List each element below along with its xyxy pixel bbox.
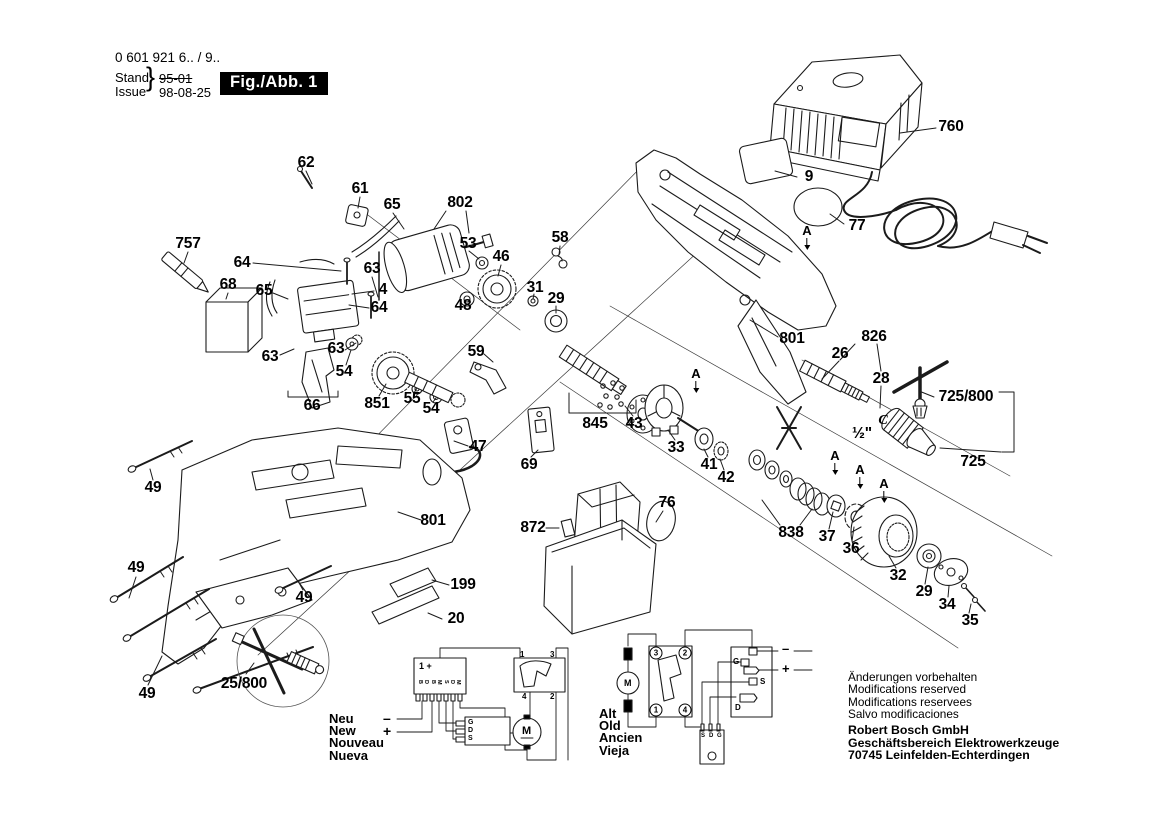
- part-callout-29: 29: [915, 583, 933, 600]
- part-callout-54: 54: [335, 363, 353, 380]
- part-callout-725800: 725/800: [938, 388, 994, 405]
- part-callout-36: 36: [842, 540, 860, 557]
- view-marker-A: A: [879, 477, 888, 503]
- part-callout-826: 826: [861, 328, 887, 345]
- wiring-new-block-top: 1 +: [419, 661, 432, 671]
- old-switch-terminal-2: 2: [679, 647, 692, 660]
- old-terminal-d: D: [735, 703, 741, 712]
- package-pin-g: G: [717, 733, 722, 739]
- legend-old-line: Old: [599, 718, 621, 734]
- part-callout-760: 760: [938, 118, 964, 135]
- notice-line: Modifications reservees: [848, 694, 972, 709]
- issue-value: 98-08-25: [159, 85, 212, 100]
- part-callout-872: 872: [520, 519, 546, 536]
- old-plus: +: [782, 661, 790, 676]
- part-callout-32: 32: [889, 567, 907, 584]
- company-line: Geschäftsbereich Elektrowerkzeuge: [848, 735, 1060, 750]
- wiring-new-motor-label: M: [522, 725, 532, 737]
- pin-letter: B: [429, 680, 436, 684]
- legend-old-line: Alt: [599, 706, 617, 721]
- pin-letter: M: [455, 680, 462, 685]
- part-callout-41: 41: [700, 456, 718, 473]
- stickers-drawing: [372, 568, 439, 624]
- part-callout-49: 49: [295, 589, 313, 606]
- notice-line: Änderungen vorbehalten: [848, 670, 978, 684]
- legend-old-line: Ancien: [599, 730, 643, 746]
- part-callout-43: 43: [625, 415, 643, 432]
- old-switch-terminal-3: 3: [650, 647, 663, 660]
- company-line: 70745 Leinfelden-Echterdingen: [848, 748, 1030, 762]
- part-callout-63: 63: [327, 340, 345, 357]
- sticker-9-drawing: [739, 137, 794, 184]
- old-switch-terminal-1: 1: [650, 704, 663, 717]
- legend-new-line: Nouveau: [329, 735, 384, 751]
- switch-terminal-4: 4: [522, 692, 527, 701]
- part-callout-69: 69: [520, 456, 538, 473]
- view-marker-A: A: [830, 449, 839, 475]
- company-line: Robert Bosch GmbH: [848, 723, 969, 737]
- motor-drawing: [379, 215, 498, 295]
- view-marker-A: A: [691, 367, 700, 393]
- part-callout-64: 64: [370, 299, 388, 316]
- fet-pin-g: G: [468, 719, 474, 726]
- part-callout-25800: 25/800: [220, 675, 268, 692]
- part-callout-801: 801: [420, 512, 446, 529]
- legend-new-minus: –: [383, 710, 391, 726]
- part-callout-61: 61: [351, 180, 369, 197]
- part-callout-59: 59: [467, 343, 485, 360]
- legend-new-line: Neu: [329, 711, 354, 726]
- view-marker-A: A: [802, 224, 811, 250]
- part-callout-35: 35: [961, 612, 979, 629]
- wiring-new-block-pins: [418, 679, 460, 685]
- pin-letter: B: [417, 680, 423, 684]
- notice-line: Modifications reserved: [848, 682, 967, 697]
- part-callout-68: 68: [219, 276, 237, 293]
- part-callout-62: 62: [297, 154, 315, 171]
- part-callout-42: 42: [717, 469, 735, 486]
- part-callout-76: 76: [658, 494, 676, 511]
- part-callout-26: 26: [831, 345, 849, 362]
- part-callout-64: 64: [233, 254, 251, 271]
- part-callout-49: 49: [138, 685, 156, 702]
- part-callout-4: 4: [378, 281, 388, 298]
- fet-pin-s: S: [468, 735, 473, 742]
- part-callout-77: 77: [848, 217, 866, 234]
- part-callout-31: 31: [526, 279, 544, 296]
- part-callout-46: 46: [492, 248, 510, 265]
- pin-letter: M: [436, 680, 443, 685]
- type-number: 0 601 921 6.. / 9..: [115, 50, 221, 65]
- package-pin-s: S: [701, 733, 706, 739]
- legend-new-plus: +: [383, 723, 392, 739]
- part-callout-55: 55: [403, 390, 421, 407]
- part-callout-58: 58: [551, 229, 569, 246]
- part-callout-49: 49: [127, 559, 145, 576]
- switch-terminal-1: 1: [520, 650, 525, 659]
- part-callout-851: 851: [364, 395, 390, 412]
- brace: }: [146, 62, 156, 92]
- part-callout-66: 66: [303, 397, 321, 414]
- part-callout-801: 801: [779, 330, 805, 347]
- part-callout-37: 37: [818, 528, 836, 545]
- part-callout-48: 48: [454, 297, 472, 314]
- part-callout-65: 65: [383, 196, 401, 213]
- part-callout-: ½": [852, 425, 872, 442]
- package-pin-d: D: [709, 733, 714, 739]
- spindle-drawing: [559, 345, 728, 460]
- old-terminal-s: S: [760, 677, 766, 686]
- switch-terminal-2: 2: [550, 692, 555, 701]
- part-callout-33: 33: [667, 439, 685, 456]
- part-callout-54: 54: [422, 400, 440, 417]
- part-callout-845: 845: [582, 415, 608, 432]
- pin-letter: S: [442, 680, 449, 684]
- company-address: [848, 724, 1059, 762]
- part-callout-53: 53: [459, 235, 477, 252]
- legend-new: [329, 713, 384, 762]
- part-callout-20: 20: [447, 610, 465, 627]
- view-marker-A: A: [855, 463, 864, 489]
- part-callout-802: 802: [447, 194, 473, 211]
- part-callout-49: 49: [144, 479, 162, 496]
- part-callout-757: 757: [175, 235, 201, 252]
- oval-77-drawing: [794, 188, 842, 226]
- modification-notice: [848, 671, 977, 720]
- legend-new-line: New: [329, 723, 356, 739]
- notice-line: Salvo modificaciones: [848, 706, 959, 721]
- part-callout-47: 47: [469, 438, 487, 455]
- fet-pin-d: D: [468, 727, 474, 734]
- switch-terminal-3: 3: [550, 650, 555, 659]
- part-callout-63: 63: [363, 260, 381, 277]
- legend-new-line: Nueva: [329, 747, 369, 763]
- pin-letter: D: [423, 680, 430, 684]
- part-callout-65: 65: [255, 282, 273, 299]
- old-minus: –: [782, 641, 790, 656]
- stand-label: Stand: [115, 70, 149, 85]
- part-callout-838: 838: [778, 524, 804, 541]
- legend-old: [599, 708, 642, 757]
- part-callout-199: 199: [450, 576, 476, 593]
- figure-label: Fig./Abb. 1: [220, 72, 328, 95]
- part-callout-28: 28: [872, 370, 890, 387]
- old-switch-terminal-4: 4: [679, 704, 692, 717]
- view-marker-C: C: [878, 413, 888, 428]
- pin-letter: D: [448, 680, 455, 684]
- part-callout-34: 34: [938, 596, 956, 613]
- old-terminal-g: G: [733, 657, 740, 666]
- part-callout-725: 725: [960, 453, 986, 470]
- tool-25-800-drawing: [232, 615, 329, 707]
- stand-value: 95-01: [159, 71, 193, 86]
- part-callout-63: 63: [261, 348, 279, 365]
- part-callout-29: 29: [547, 290, 565, 307]
- wiring-old-motor-label: M: [624, 678, 632, 688]
- issue-label: Issue: [115, 84, 147, 99]
- legend-old-line: Vieja: [599, 742, 630, 758]
- part-callout-9: 9: [804, 168, 814, 185]
